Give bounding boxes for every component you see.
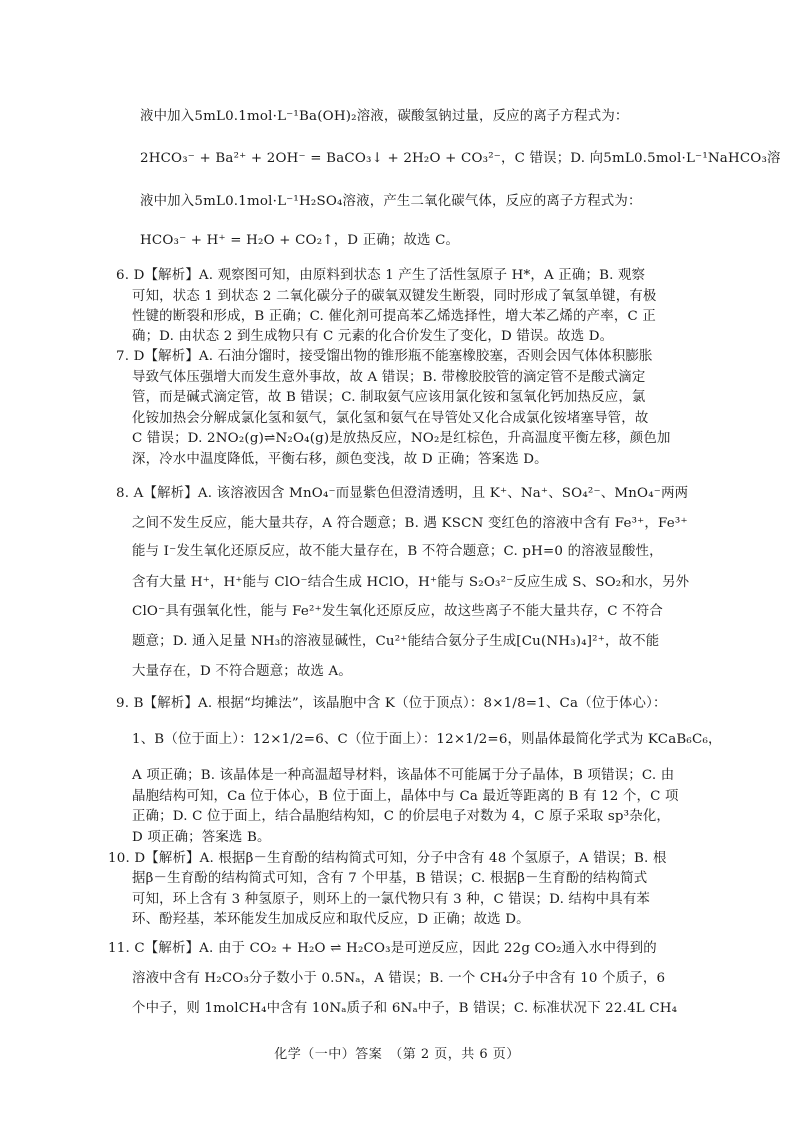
text-line: HCO₃⁻ + H⁺ = H₂O + CO₂↑，D 正确；故选 C。 bbox=[140, 233, 460, 248]
text-line: 题意；D. 通入足量 NH₃的溶液显碱性，Cu²⁺能结合氨分子生成[Cu(NH₃)₄]²⁺，故不能 bbox=[132, 634, 660, 649]
answer-7-line: 7. D【解析】A. 石油分馏时，接受馏出物的锥形瓶不能塞橡胶塞，否则会因气体体积膨胀 bbox=[116, 349, 653, 364]
text-line: 2HCO₃⁻ + Ba²⁺ + 2OH⁻ = BaCO₃↓ + 2H₂O + CO₃²⁻，C 错误；D. 向5mL0.5mol·L⁻¹NaHCO₃溶 bbox=[140, 151, 781, 166]
text-line: 能与 I⁻发生氧化还原反应，故不能大量存在，B 不符合题意；C. pH=0 的溶液显酸性， bbox=[132, 544, 663, 559]
text-line: 环、酚羟基，苯环能发生加成反应和取代反应，D 正确；故选 D。 bbox=[132, 912, 530, 927]
text-line: 深，冷水中温度降低，平衡右移，颜色变浅，故 D 正确；答案选 D。 bbox=[132, 452, 548, 467]
text-line: D 项正确；答案选 B。 bbox=[132, 830, 271, 845]
text-line: 管，而是碱式滴定管，故 B 错误；C. 制取氨气应该用氯化铵和氢氧化钙加热反应，氯 bbox=[132, 390, 646, 405]
text-line: 液中加入5mL0.1mol·L⁻¹Ba(OH)₂溶液，碳酸氢钠过量，反应的离子方程式为： bbox=[140, 109, 629, 124]
text-line: 大量存在，D 不符合题意；故选 A。 bbox=[132, 664, 352, 679]
text-line: 正确；D. C 位于面上，结合晶胞结构知，C 的价层电子对数为 4，C 原子采取 sp³杂化， bbox=[132, 809, 671, 824]
text-line: 可知，状态 1 到状态 2 二氧化碳分子的碳氧双键发生断裂，同时形成了氧氢单键，有极 bbox=[132, 289, 657, 304]
answer-8-line: 8. A【解析】A. 该溶液因含 MnO₄⁻而显紫色但澄清透明，且 K⁺、Na⁺、SO₄²⁻、MnO₄⁻两两 bbox=[116, 486, 689, 501]
text-line: 晶胞结构可知，Ca 位于体心，B 位于面上，晶体中与 Ca 最近等距离的 B 有 12 个，C 项 bbox=[132, 789, 679, 804]
text-line: 确；D. 由状态 2 到生成物只有 C 元素的化合价发生了变化，D 错误。故选 D。 bbox=[132, 329, 614, 344]
text-line: 可知，环上含有 3 种氢原子，则环上的一氯代物只有 3 种，C 错误；D. 结构中具有苯 bbox=[132, 892, 651, 907]
text-line: 之间不发生反应，能大量共存，A 符合题意；B. 遇 KSCN 变红色的溶液中含有 Fe³⁺，Fe³⁺ bbox=[132, 516, 688, 531]
text-line: ClO⁻具有强氧化性，能与 Fe²⁺发生氧化还原反应，故这些离子不能大量共存，C 不符合 bbox=[132, 604, 663, 619]
text-line: 据β－生育酚的结构简式可知，含有 7 个甲基，B 错误；C. 根据β－生育酚的结构简式 bbox=[132, 871, 648, 886]
text-line: C 错误；D. 2NO₂(g)⇌N₂O₄(g)是放热反应，NO₂是红棕色，升高温度平衡左移，颜色加 bbox=[132, 431, 671, 446]
text-line: 1、B（位于面上）：12×1/2=6、C（位于面上）：12×1/2=6，则晶体最简化学式为 KCaB₆C₆， bbox=[132, 732, 722, 747]
text-line: 性键的断裂和形成，B 正确；C. 催化剂可提高苯乙烯选择性，增大苯乙烯的产率，C 正 bbox=[132, 309, 656, 324]
answer-11-line: 11. C【解析】A. 由于 CO₂ + H₂O ⇌ H₂CO₃是可逆反应，因此 22g CO₂通入水中得到的 bbox=[108, 941, 657, 956]
answer-6-line: 6. D【解析】A. 观察图可知，由原料到状态 1 产生了活性氢原子 H*，A 正确；B. 观察 bbox=[116, 268, 646, 283]
text-line: A 项正确；B. 该晶体是一种高温超导材料，该晶体不可能属于分子晶体，B 项错误；C. 由 bbox=[132, 768, 675, 783]
text-line: 含有大量 H⁺，H⁺能与 ClO⁻结合生成 HClO，H⁺能与 S₂O₃²⁻反应生成 S、SO₂和水，另外 bbox=[132, 575, 690, 590]
text-line: 化铵加热会分解成氯化氢和氨气，氯化氢和氨气在导管处又化合成氯化铵堵塞导管，故 bbox=[132, 411, 649, 426]
text-line: 溶液中含有 H₂CO₃分子数小于 0.5Nₐ，A 错误；B. 一个 CH₄分子中含有 10 个质子，6 bbox=[132, 971, 666, 986]
answer-10-line: 10. D【解析】A. 根据β－生育酚的结构简式可知，分子中含有 48 个氢原子，A 错误；B. 根 bbox=[108, 851, 667, 866]
page-footer: 化学（一中）答案 （第 2 页，共 6 页） bbox=[274, 1047, 520, 1062]
text-line: 导致气体压强增大而发生意外事故，故 A 错误；B. 带橡胶胶管的滴定管不是酸式滴定 bbox=[132, 370, 646, 385]
text-line: 个中子，则 1molCH₄中含有 10Nₐ质子和 6Nₐ中子，B 错误；C. 标准状况下 22.4L CH₄ bbox=[132, 1001, 678, 1016]
text-line: 液中加入5mL0.1mol·L⁻¹H₂SO₄溶液，产生二氧化碳气体，反应的离子方程式为： bbox=[140, 194, 642, 209]
answer-9-line: 9. B【解析】A. 根据“均摊法”，该晶胞中含 K（位于顶点）：8×1/8=1、Ca（位于体心）： bbox=[116, 696, 667, 711]
